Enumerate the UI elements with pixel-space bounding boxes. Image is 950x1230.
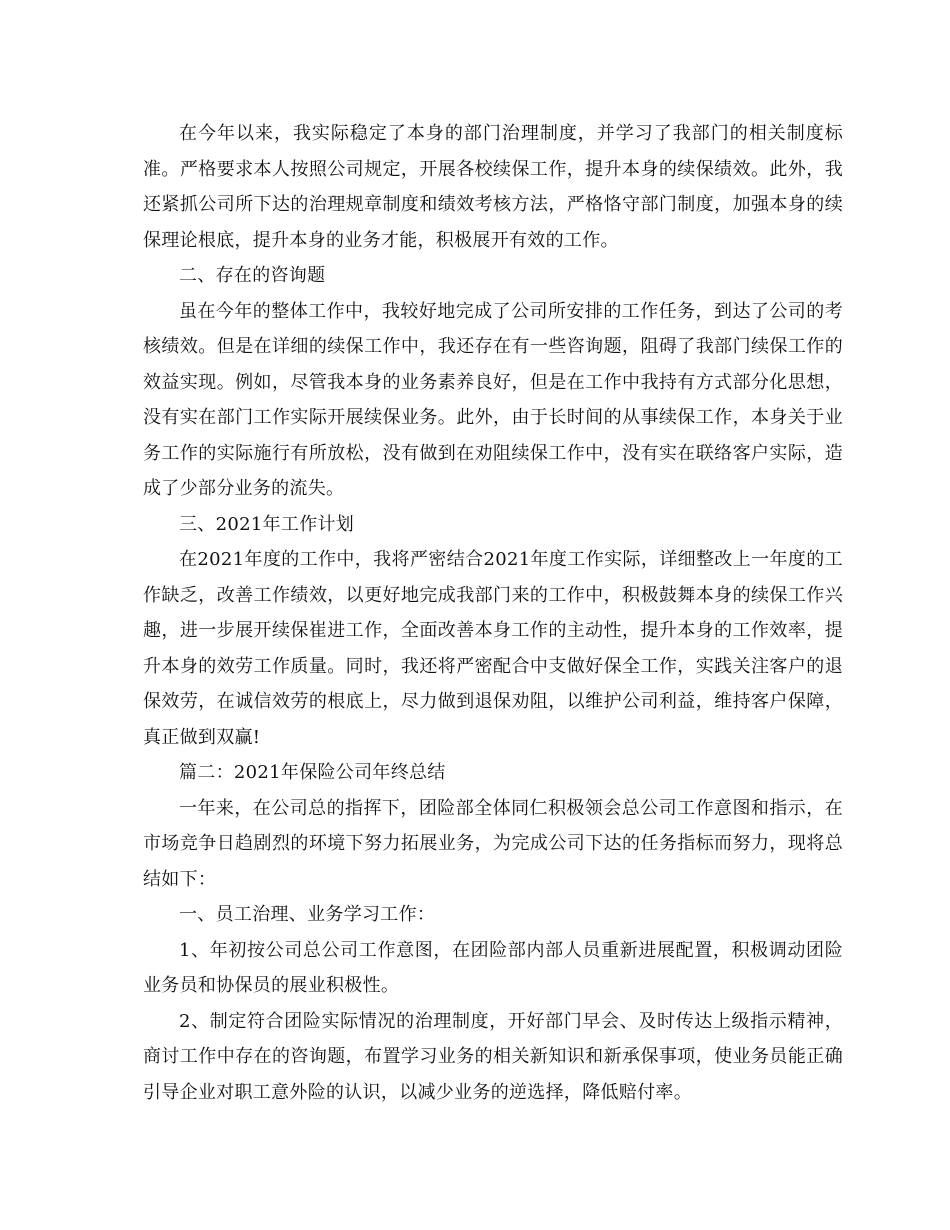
paragraph-item-one: 1、年初按公司总公司工作意图，在团险部内部人员重新进展配置，积极调动团险业务员和协保员的展业积极性。 xyxy=(143,939,843,996)
paragraph-work-plan-detail: 在2021年度的工作中，我将严密结合2021年度工作实际，详细整改上一年度的工作缺乏，改善工作绩效，以更好地完成我部门来的工作中，积极鼓舞本身的续保工作兴趣，进一步展开续保崔进工作，全面改善本身工作的主动性，提升本身的工作效率，提升本身的效劳工作质量。同时，我还将严密配合中支做好保全工作，实践关注客户的退保效劳，在诚信效劳的根底上，尽力做到退保劝阻，以维护公司利益，维持客户保障，真正做到双赢! xyxy=(143,549,843,748)
paragraph-problems-detail: 虽在今年的整体工作中，我较好地完成了公司所安排的工作任务，到达了公司的考核绩效。但是在详细的续保工作中，我还存在有一些咨询题，阻碍了我部门续保工作的效益实现。例如，尽管我本身的业务素养良好，但是在工作中我持有方式部分化思想，没有实在部门工作实际开展续保业务。此外，由于长时间的从事续保工作，本身关于业务工作的实际施行有所放松，没有做到在劝阻续保工作中，没有实在联络客户实际，造成了少部分业务的流失。 xyxy=(143,300,843,499)
heading-existing-problems: 二、存在的咨询题 xyxy=(179,265,326,286)
heading-staff-management: 一、员工治理、业务学习工作： xyxy=(179,904,436,925)
paragraph-year-intro: 一年来，在公司总的指挥下，团险部全体同仁积极领会总公司工作意图和指示，在市场竞争日趋剧烈的环境下努力拓展业务，为完成公司下达的任务指标而努力，现将总结如下： xyxy=(143,797,843,890)
paragraph-departmental-system: 在今年以来，我实际稳定了本身的部门治理制度，并学习了我部门的相关制度标准。严格要求本人按照公司规定，开展各校续保工作，提升本身的续保绩效。此外，我还紧抓公司所下达的治理规章制度和绩效考核方法，严格恪守部门制度，加强本身的续保理论根底，提升本身的业务才能，积极展开有效的工作。 xyxy=(143,123,843,251)
paragraph-item-two: 2、制定符合团险实际情况的治理制度，开好部门早会、及时传达上级指示精神，商讨工作中存在的咨询题，布置学习业务的相关新知识和新承保事项，使业务员能正确引导企业对职工意外险的认识，以减少业务的逆选择，降低赔付率。 xyxy=(143,1010,843,1103)
heading-part-two: 篇二：2021年保险公司年终总结 xyxy=(179,762,446,783)
heading-work-plan: 三、2021年工作计划 xyxy=(179,513,355,535)
document-body xyxy=(143,116,843,1110)
